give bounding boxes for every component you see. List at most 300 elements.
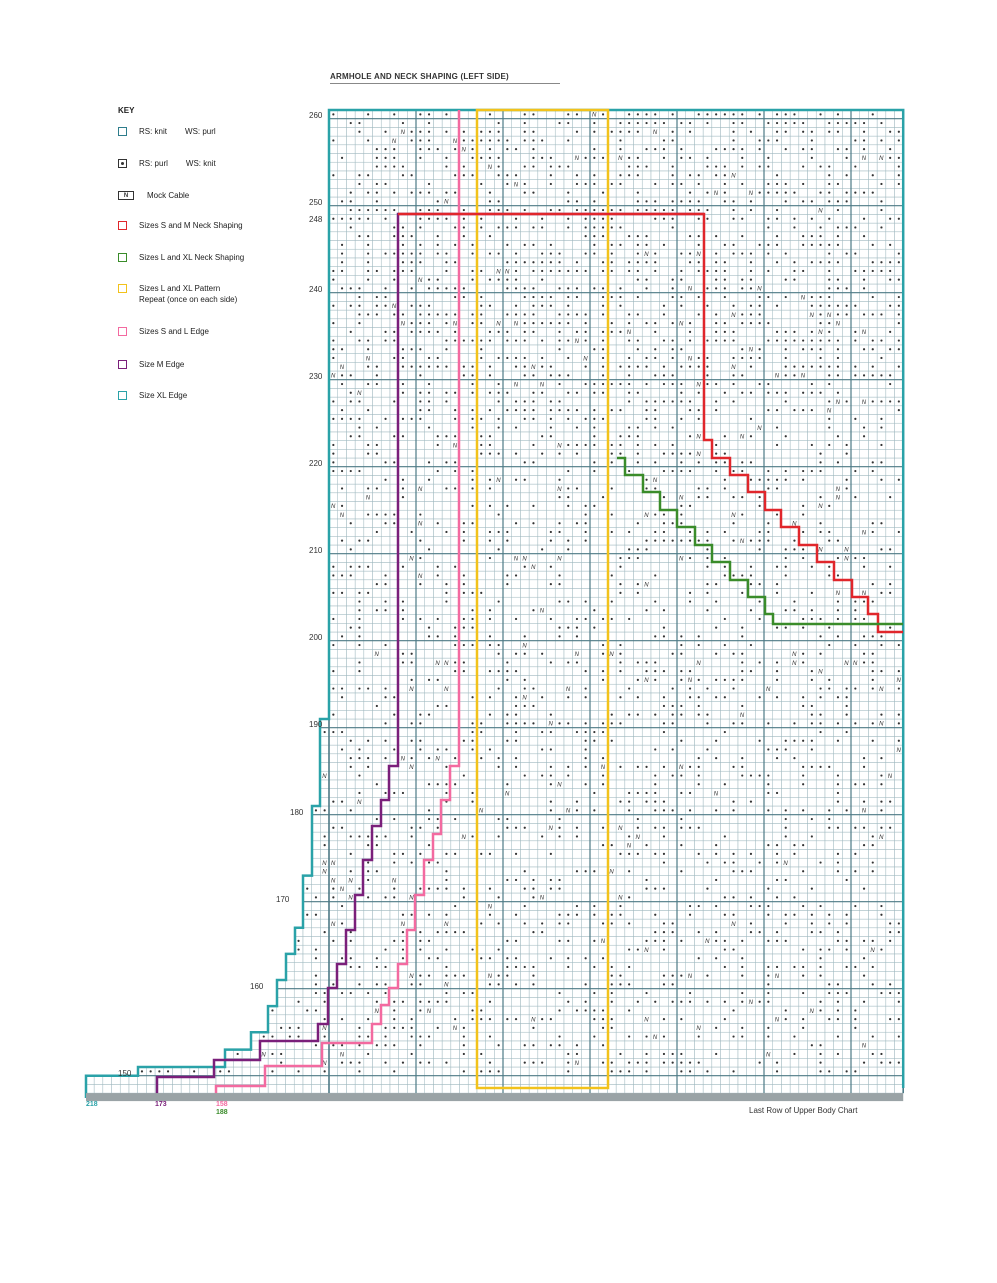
stitch-cell [712, 945, 721, 954]
stitch-cell [538, 867, 547, 876]
purl-dot [558, 1044, 560, 1046]
purl-dot [811, 679, 813, 681]
purl-dot [628, 896, 630, 898]
stitch-cell [425, 728, 434, 737]
stitch-cell [686, 658, 695, 667]
stitch-cell [581, 928, 590, 937]
stitch-cell [460, 797, 469, 806]
stitch-cell [564, 745, 573, 754]
stitch-cell [816, 1024, 825, 1033]
stitch-cell [407, 876, 416, 885]
purl-dot [898, 931, 900, 933]
stitch-cell [677, 876, 686, 885]
stitch-cell [895, 1024, 904, 1033]
stitch-cell [425, 1015, 434, 1024]
stitch-cell [399, 667, 408, 676]
purl-dot [663, 1053, 665, 1055]
stitch-cell [355, 1015, 364, 1024]
stitch-cell [547, 902, 556, 911]
purl-dot [698, 766, 700, 768]
stitch-cell [468, 876, 477, 885]
purl-dot [532, 1027, 534, 1029]
stitch-cell [268, 1084, 277, 1093]
stitch-cell [320, 893, 329, 902]
stitch-cell [634, 771, 643, 780]
stitch-cell [860, 641, 869, 650]
purl-dot [324, 731, 326, 733]
stitch-cell [381, 649, 390, 658]
stitch-cell [338, 1084, 347, 1093]
stitch-cell [668, 954, 677, 963]
stitch-cell [529, 676, 538, 685]
stitch-cell [799, 1084, 808, 1093]
stitch-cell [834, 1024, 843, 1033]
purl-dot [767, 914, 769, 916]
stitch-cell [529, 1032, 538, 1041]
stitch-cell [425, 980, 434, 989]
stitch-cell [694, 623, 703, 632]
purl-dot [558, 1009, 560, 1011]
stitch-cell [529, 780, 538, 789]
stitch-cell [486, 1006, 495, 1015]
stitch-cell [799, 858, 808, 867]
purl-dot [698, 1062, 700, 1064]
stitch-cell [651, 649, 660, 658]
stitch-cell [547, 693, 556, 702]
stitch-cell [868, 1006, 877, 1015]
stitch-cell [512, 832, 521, 841]
purl-dot [654, 1001, 656, 1003]
stitch-cell [651, 989, 660, 998]
stitch-cell [364, 902, 373, 911]
purl-dot [741, 757, 743, 759]
stitch-cell [747, 702, 756, 711]
purl-dot [828, 679, 830, 681]
stitch-cell [773, 632, 782, 641]
purl-dot [393, 714, 395, 716]
stitch-cell [634, 1050, 643, 1059]
stitch-cell [355, 910, 364, 919]
stitch-cell [364, 710, 373, 719]
stitch-cell [799, 641, 808, 650]
purl-dot [663, 853, 665, 855]
stitch-cell [747, 684, 756, 693]
stitch-cell [634, 1015, 643, 1024]
stitch-cell [573, 702, 582, 711]
stitch-cell [329, 676, 338, 685]
purl-dot [715, 1053, 717, 1055]
purl-dot [454, 1018, 456, 1020]
purl-dot [367, 896, 369, 898]
stitch-cell [355, 1006, 364, 1015]
purl-dot [654, 940, 656, 942]
purl-dot [663, 940, 665, 942]
purl-dot [819, 714, 821, 716]
purl-dot [558, 835, 560, 837]
stitch-cell [555, 1076, 564, 1085]
purl-dot [332, 888, 334, 890]
purl-dot [863, 844, 865, 846]
stitch-cell [338, 841, 347, 850]
stitch-cell [851, 702, 860, 711]
purl-dot [828, 983, 830, 985]
purl-dot [680, 705, 682, 707]
stitch-cell [886, 850, 895, 859]
purl-dot [732, 687, 734, 689]
purl-dot [767, 722, 769, 724]
purl-dot [880, 1062, 882, 1064]
stitch-cell [303, 971, 312, 980]
purl-dot [593, 966, 595, 968]
stitch-cell [407, 850, 416, 859]
stitch-cell [512, 806, 521, 815]
stitch-cell [346, 789, 355, 798]
stitch-cell [538, 1041, 547, 1050]
purl-dot [411, 861, 413, 863]
stitch-cell [842, 763, 851, 772]
mock-cable-mark: N [574, 1061, 579, 1067]
stitch-cell [886, 667, 895, 676]
stitch-cell [346, 980, 355, 989]
mock-cable-mark: N [879, 834, 884, 841]
stitch-cell [851, 1050, 860, 1059]
purl-dot [628, 714, 630, 716]
purl-dot [672, 983, 674, 985]
stitch-cell [747, 1058, 756, 1067]
purl-dot [411, 1035, 413, 1037]
purl-dot [628, 1070, 630, 1072]
stitch-cell [642, 632, 651, 641]
stitch-cell [634, 719, 643, 728]
stitch-cell [425, 763, 434, 772]
stitch-cell [520, 1032, 529, 1041]
stitch-cell [425, 658, 434, 667]
stitch-cell [747, 1050, 756, 1059]
stitch-cell [773, 728, 782, 737]
stitch-cell [364, 1076, 373, 1085]
stitch-cell [312, 1067, 321, 1076]
stitch-cell [703, 1050, 712, 1059]
purl-dot [550, 809, 552, 811]
stitch-cell [834, 667, 843, 676]
stitch-cell [390, 1058, 399, 1067]
stitch-cell [425, 1084, 434, 1093]
purl-dot [454, 644, 456, 646]
stitch-cell [494, 937, 503, 946]
purl-dot [515, 740, 517, 742]
stitch-cell [677, 902, 686, 911]
stitch-cell [390, 771, 399, 780]
stitch-cell [547, 1058, 556, 1067]
stitch-cell [895, 937, 904, 946]
stitch-cell [442, 736, 451, 745]
stitch-cell [399, 1041, 408, 1050]
stitch-cell [764, 658, 773, 667]
stitch-cell [747, 693, 756, 702]
stitch-cell [399, 832, 408, 841]
purl-dot [663, 835, 665, 837]
purl-dot [759, 1062, 761, 1064]
mock-cable-mark: N [896, 747, 901, 754]
purl-dot [689, 827, 691, 829]
stitch-cell [755, 667, 764, 676]
purl-dot [898, 670, 900, 672]
stitch-cell [668, 1006, 677, 1015]
stitch-cell [407, 1084, 416, 1093]
purl-dot [750, 853, 752, 855]
purl-dot [306, 914, 308, 916]
purl-dot [558, 627, 560, 629]
stitch-cell [755, 919, 764, 928]
stitch-cell [868, 1084, 877, 1093]
stitch-cell [703, 980, 712, 989]
stitch-cell [755, 1076, 764, 1085]
stitch-cell [590, 710, 599, 719]
stitch-cell [694, 910, 703, 919]
key-label: Size M Edge [139, 360, 185, 369]
stitch-cell [494, 719, 503, 728]
purl-dot [776, 853, 778, 855]
purl-dot [463, 740, 465, 742]
stitch-cell [625, 971, 634, 980]
stitch-cell [442, 815, 451, 824]
purl-dot [706, 1001, 708, 1003]
mock-cable-mark: N [809, 1008, 814, 1015]
mock-cable-mark: N [557, 782, 562, 789]
purl-dot [776, 661, 778, 663]
stitch-cell [503, 919, 512, 928]
stitch-cell [694, 1067, 703, 1076]
stitch-cell [755, 1015, 764, 1024]
stitch-cell [399, 1032, 408, 1041]
purl-dot [863, 661, 865, 663]
purl-dot [619, 853, 621, 855]
stitch-cell [677, 780, 686, 789]
stitch-cell [329, 754, 338, 763]
purl-dot [350, 627, 352, 629]
stitch-cell [146, 1084, 155, 1093]
stitch-cell [329, 1076, 338, 1085]
stitch-cell [651, 615, 660, 624]
stitch-cell [486, 823, 495, 832]
purl-dot [332, 714, 334, 716]
stitch-cell [599, 963, 608, 972]
purl-dot [872, 670, 874, 672]
stitch-cell [668, 754, 677, 763]
stitch-cell [677, 893, 686, 902]
stitch-cell [625, 693, 634, 702]
purl-dot [880, 809, 882, 811]
stitch-cell [660, 815, 669, 824]
stitch-cell [460, 676, 469, 685]
stitch-cell [538, 667, 547, 676]
stitch-cell [555, 649, 564, 658]
purl-dot [585, 983, 587, 985]
stitch-cell [581, 823, 590, 832]
purl-dot [567, 922, 569, 924]
stitch-cell [503, 841, 512, 850]
stitch-cell [512, 771, 521, 780]
stitch-cell [303, 945, 312, 954]
purl-dot [837, 740, 839, 742]
stitch-cell [573, 771, 582, 780]
stitch-cell [468, 1032, 477, 1041]
stitch-cell [581, 1067, 590, 1076]
stitch-cell [538, 1067, 547, 1076]
stitch-cell [303, 1015, 312, 1024]
stitch-cell [581, 850, 590, 859]
stitch-cell [764, 667, 773, 676]
stitch-cell [703, 823, 712, 832]
stitch-cell [512, 684, 521, 693]
stitch-cell [825, 902, 834, 911]
stitch-cell [651, 754, 660, 763]
purl-dot [332, 983, 334, 985]
purl-dot [724, 948, 726, 950]
purl-dot [506, 818, 508, 820]
purl-dot [419, 888, 421, 890]
stitch-cell [651, 902, 660, 911]
stitch-cell [399, 728, 408, 737]
stitch-cell [747, 745, 756, 754]
purl-dot [324, 1035, 326, 1037]
stitch-cell [634, 841, 643, 850]
stitch-cell [512, 1050, 521, 1059]
purl-dot [819, 966, 821, 968]
stitch-cell [590, 763, 599, 772]
stitch-cell [781, 1084, 790, 1093]
purl-dot [776, 896, 778, 898]
stitch-cell [329, 789, 338, 798]
mock-cable-mark: N [322, 773, 327, 780]
stitch-cell [694, 919, 703, 928]
stitch-cell [555, 736, 564, 745]
stitch-cell [312, 876, 321, 885]
stitch-cell [433, 919, 442, 928]
stitch-cell [895, 850, 904, 859]
purl-dot [602, 1044, 604, 1046]
stitch-cell [442, 754, 451, 763]
stitch-cell [616, 780, 625, 789]
stitch-cell [538, 763, 547, 772]
purl-dot [785, 922, 787, 924]
stitch-cell [442, 893, 451, 902]
purl-dot [411, 914, 413, 916]
stitch-cell [729, 693, 738, 702]
stitch-cell [651, 954, 660, 963]
stitch-cell [425, 1076, 434, 1085]
stitch-cell [468, 702, 477, 711]
stitch-cell [329, 867, 338, 876]
stitch-cell [703, 754, 712, 763]
stitch-cell [721, 763, 730, 772]
stitch-cell [599, 945, 608, 954]
stitch-cell [721, 658, 730, 667]
stitch-cell [373, 728, 382, 737]
stitch-cell [834, 919, 843, 928]
stitch-cell [668, 1024, 677, 1033]
stitch-cell [773, 980, 782, 989]
purl-dot [819, 635, 821, 637]
purl-dot [480, 757, 482, 759]
stitch-cell [799, 1041, 808, 1050]
stitch-cell [886, 902, 895, 911]
purl-dot [515, 696, 517, 698]
stitch-cell [425, 876, 434, 885]
stitch-cell [460, 649, 469, 658]
stitch-cell [668, 728, 677, 737]
stitch-cell [277, 1006, 286, 1015]
stitch-cell [590, 841, 599, 850]
stitch-cell [555, 771, 564, 780]
stitch-cell [460, 937, 469, 946]
stitch-cell [346, 1067, 355, 1076]
stitch-cell [529, 641, 538, 650]
stitch-cell [799, 1050, 808, 1059]
purl-dot [776, 844, 778, 846]
stitch-cell [364, 971, 373, 980]
stitch-cell [433, 710, 442, 719]
stitch-cell [895, 841, 904, 850]
stitch-cell [320, 789, 329, 798]
stitch-cell [755, 1041, 764, 1050]
purl-dot [724, 696, 726, 698]
stitch-cell [407, 945, 416, 954]
stitch-cell [773, 832, 782, 841]
stitch-cell [520, 1067, 529, 1076]
stitch-cell [547, 1067, 556, 1076]
stitch-cell [503, 771, 512, 780]
stitch-cell [703, 806, 712, 815]
stitch-cell [320, 919, 329, 928]
stitch-cell [895, 971, 904, 980]
stitch-cell [755, 780, 764, 789]
stitch-cell [703, 815, 712, 824]
purl-dot [541, 1062, 543, 1064]
stitch-cell [755, 1006, 764, 1015]
stitch-cell [703, 850, 712, 859]
purl-dot [889, 1062, 891, 1064]
stitch-cell [755, 963, 764, 972]
stitch-cell [634, 910, 643, 919]
stitch-cell [799, 719, 808, 728]
stitch-cell [625, 1076, 634, 1085]
stitch-cell [520, 910, 529, 919]
stitch-cell [381, 710, 390, 719]
purl-dot [576, 1053, 578, 1055]
purl-dot [367, 757, 369, 759]
stitch-cell [460, 702, 469, 711]
stitch-cell [694, 1015, 703, 1024]
purl-dot [785, 827, 787, 829]
stitch-cell [668, 763, 677, 772]
stitch-cell [503, 684, 512, 693]
stitch-cell [660, 754, 669, 763]
stitch-cell [851, 928, 860, 937]
stitch-cell [721, 1076, 730, 1085]
stitch-cell [886, 815, 895, 824]
stitch-cell [346, 1050, 355, 1059]
purl-dot [558, 914, 560, 916]
purl-dot [793, 722, 795, 724]
stitch-cell [355, 806, 364, 815]
stitch-cell [686, 710, 695, 719]
purl-dot [445, 853, 447, 855]
stitch-cell [399, 702, 408, 711]
stitch-cell [399, 736, 408, 745]
purl-dot [872, 1035, 874, 1037]
stitch-cell [486, 919, 495, 928]
